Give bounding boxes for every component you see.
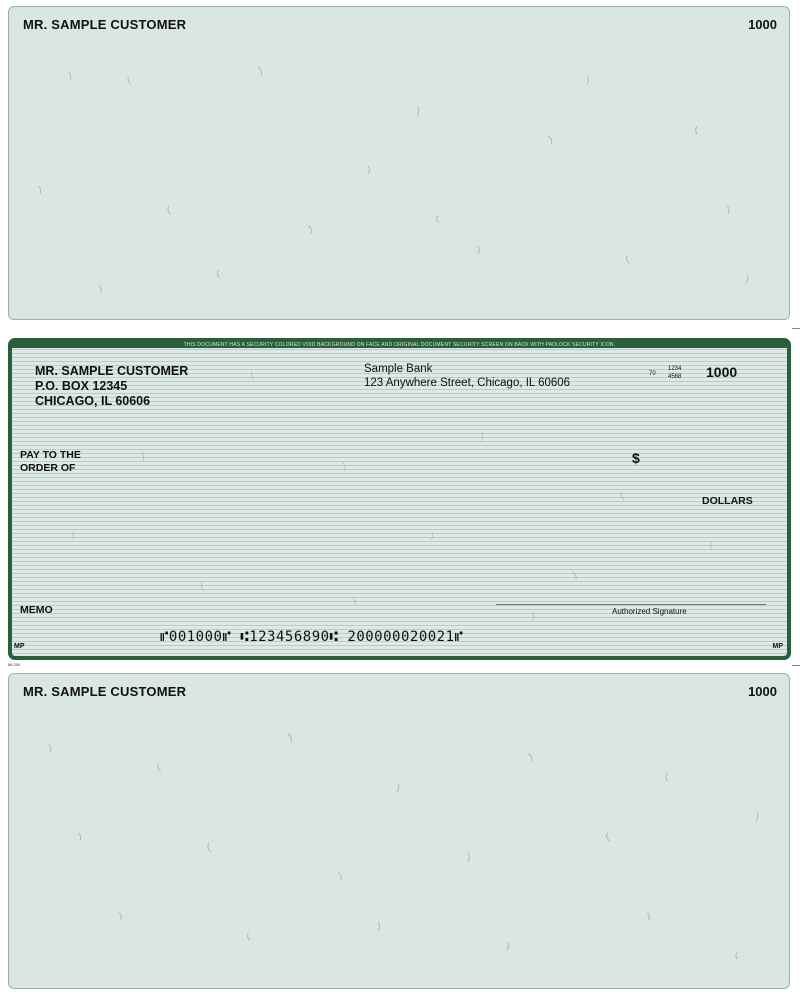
dollar-sign: $ [632, 450, 640, 466]
pay-to-line2: ORDER OF [20, 462, 76, 474]
mp-mark-right: MP [772, 643, 783, 650]
account-owner-block [35, 364, 188, 409]
security-fibers-pattern [9, 674, 789, 988]
routing-fraction-top: 1234 [668, 366, 682, 372]
signature-label: Authorized Signature [612, 607, 687, 616]
routing-fraction [668, 365, 681, 381]
micr-line: ⑈001000⑈ ⑆123456890⑆ 200000020021⑈ [160, 629, 464, 645]
stub-check-number: 1000 [748, 684, 777, 699]
check-body [8, 338, 791, 660]
routing-fraction-left: 70 [649, 371, 656, 377]
perforation-mark [792, 328, 800, 329]
signature-line [496, 604, 766, 605]
check-number: 1000 [706, 364, 738, 380]
pay-to-label [20, 449, 81, 475]
perforation-mark [792, 665, 800, 666]
mp-mark-left: MP [14, 643, 25, 650]
owner-address-line1: P.O. BOX 12345 [35, 379, 128, 393]
stub-customer-name: MR. SAMPLE CUSTOMER [23, 684, 187, 699]
security-notice-band: THIS DOCUMENT HAS A SECURITY COLORED VOID BACKGROUND ON FACE AND ORIGINAL DOCUMENT SECURITY SCREEN ON BACK WITH PADLOCK SECURITY ICON. [12, 342, 787, 348]
stub-check-number: 1000 [748, 17, 777, 32]
owner-address-line2: CHICAGO, IL 60606 [35, 394, 151, 408]
owner-name: MR. SAMPLE CUSTOMER [35, 364, 189, 378]
dollars-label: DOLLARS [702, 495, 753, 507]
form-code: ML200 [8, 662, 21, 667]
bank-block [364, 362, 570, 390]
bottom-stub [8, 673, 790, 989]
bank-address: 123 Anywhere Street, Chicago, IL 60606 [364, 377, 571, 389]
pay-to-line1: PAY TO THE [20, 449, 81, 461]
memo-label: MEMO [20, 604, 53, 616]
bank-name: Sample Bank [364, 363, 433, 375]
routing-fraction-bottom: 4568 [668, 374, 682, 380]
top-stub [8, 6, 790, 320]
security-fibers-pattern [9, 7, 789, 319]
stub-customer-name: MR. SAMPLE CUSTOMER [23, 17, 187, 32]
